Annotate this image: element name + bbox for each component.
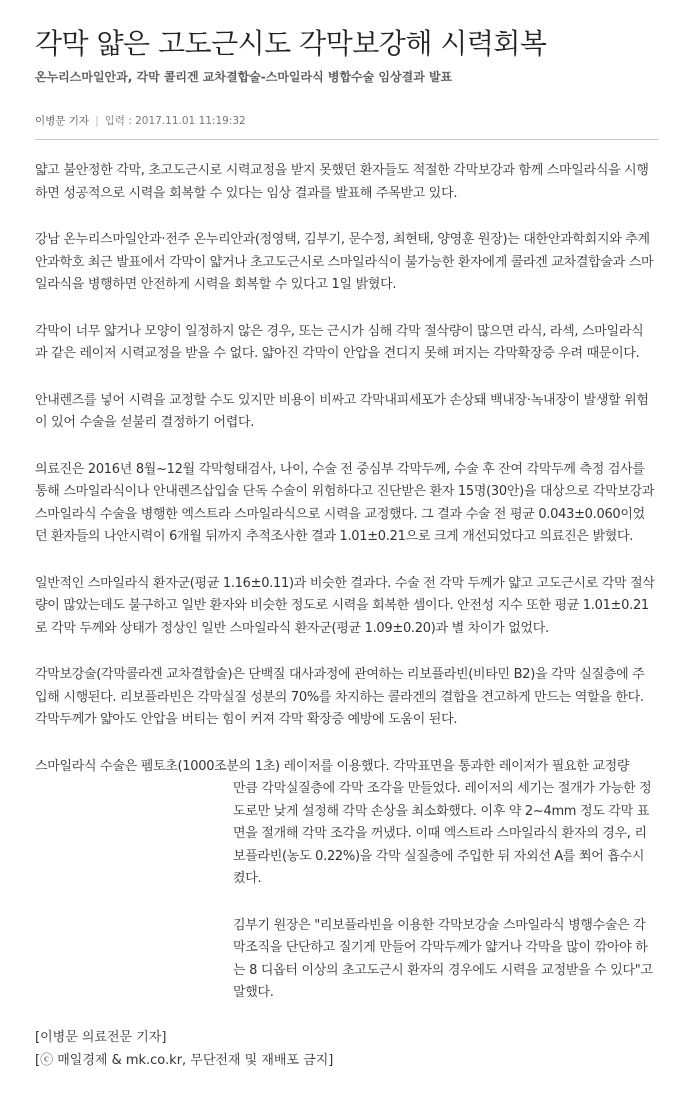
body-paragraph: 안내렌즈를 넣어 시력을 교정할 수도 있지만 비용이 비싸고 각막내피세포가 손상돼 백내장·녹내장이 발생할 위험이 있어 수술을 섣불리 결정하기 어렵다. [35,392,649,430]
byline-date: 입력 : 2017.11.01 11:19:32 [104,115,246,127]
byline [35,113,246,128]
copyright-notice: [ⓒ 매일경제 & mk.co.kr, 무단전재 및 재배포 금지] [35,1053,334,1068]
byline-separator: | [95,115,99,127]
article-footer [35,1026,333,1072]
body-paragraph: 의료진은 2016년 8월~12월 각막형태검사, 나이, 수술 전 중심부 각막두께, 수술 후 잔여 각막두께 측정 검사를 통해 스마일라식이나 안내렌즈삽입술 단독 수술이 위험하다고 진단받은 환자 15명(30안)을 대상으로 각막보강과 스마일라식 수술을 병행한 엑스트라 스마일라식으로 시력을 교정했다. 그 결과 수술 전 평균 0.043±0.060이었던 환자들의 나안시력이 6개월 뒤까지 추적조사한 결과 1.01±0.21으로 크게 개선되었다고 의료진은 밝혔다. [35,461,655,544]
body-paragraph: 얇고 불안정한 각막, 초고도근시로 시력교정을 받지 못했던 환자들도 적절한 각막보강과 함께 스마일라식을 시행하면 성공적으로 시력을 회복할 수 있다는 임상 결과를 발표해 주목받고 있다. [35,163,649,201]
paragraph-first-line: 스마일라식 수술은 펨토초(1000조분의 1초) 레이저를 이용했다. 각막표면을 통과한 레이저가 필요한 교정량 [35,758,630,774]
body-paragraph: 각막이 너무 얇거나 모양이 일정하지 않은 경우, 또는 근시가 심해 각막 절삭량이 많으면 라식, 라섹, 스마일라식과 같은 레이저 시력교정을 받을 수 없다. 얇아진 각막이 안압을 견디지 못해 퍼지는 각막확장증 우려 때문이다. [35,323,644,361]
header-divider [35,139,659,140]
paragraph-indented-text: 만큼 각막실질층에 각막 조각을 만들었다. 레이저의 세기는 절개가 가능한 정도로만 낮게 설정해 각막 손상을 최소화했다. 이후 약 2~4mm 정도 각막 표면을 절개해 각막 조각을 꺼냈다. 이때 엑스트라 스마일라식 환자의 경우, 리보플라빈(농도 0.22%)을 각막 실질층에 주입한 뒤 자외선 A를 쬐어 흡수시켰다. [233,781,652,886]
article-body [35,160,655,1029]
byline-author: 이병문 기자 [35,115,90,127]
body-paragraph: 강남 온누리스마일안과·전주 온누리안과(정영택, 김부기, 문수정, 최현태, 양영훈 원장)는 대한안과학회지와 추계안과학호 최근 발표에서 각막이 얇거나 초고도근시로 스마일라식이 불가능한 환자에게 콜라겐 교차결합술과 스마일라식을 병행하면 안전하게 시력을 회복할 수 있다고 1일 밝혔다. [35,232,654,292]
article-subheadline: 온누리스마일안과, 각막 콜리겐 교차결합술-스마일라식 병합수술 임상결과 발표 [35,70,453,84]
body-paragraph-indented [35,756,655,891]
body-paragraph: 일반적인 스마일라식 환자군(평균 1.16±0.11)과 비슷한 결과다. 수술 전 각막 두께가 얇고 고도근시로 각막 절삭량이 많았는데도 불구하고 일반 환자와 비슷한 정도로 시력을 회복한 셈이다. 안전성 지수 또한 평균 1.01±0.21로 각막 두께와 상태가 정상인 일반 스마일라식 환자군(평균 1.09±0.20)과 별 차이가 없었다. [35,575,655,636]
article-headline: 각막 얇은 고도근시도 각막보강해 시력회복 [35,27,547,60]
quote-paragraph: 김부기 원장은 "리보플라빈을 이용한 각막보강술 스마일라식 병행수술은 각막조직을 단단하고 질기게 만들어 각막두께가 얇거나 각막을 많이 깎아야 하는 8 디옵터 이상의 초고도근시 환자의 경우에도 시력을 교정받을 수 있다"고 말했다. [233,917,653,1000]
body-paragraph: 각막보강술(각막콜라겐 교차결합술)은 단백질 대사과정에 관여하는 리보플라빈(비타민 B2)을 각막 실질층에 주입해 시행된다. 리보플라빈은 각막실질 성분의 70%를 차지하는 콜라겐의 결합을 견고하게 만드는 역할을 한다. 각막두께가 얇아도 안압을 버티는 힘이 커져 각막 확장증 예방에 도움이 된다. [35,667,645,727]
reporter-credit: [이병문 의료전문 기자] [35,1030,167,1045]
